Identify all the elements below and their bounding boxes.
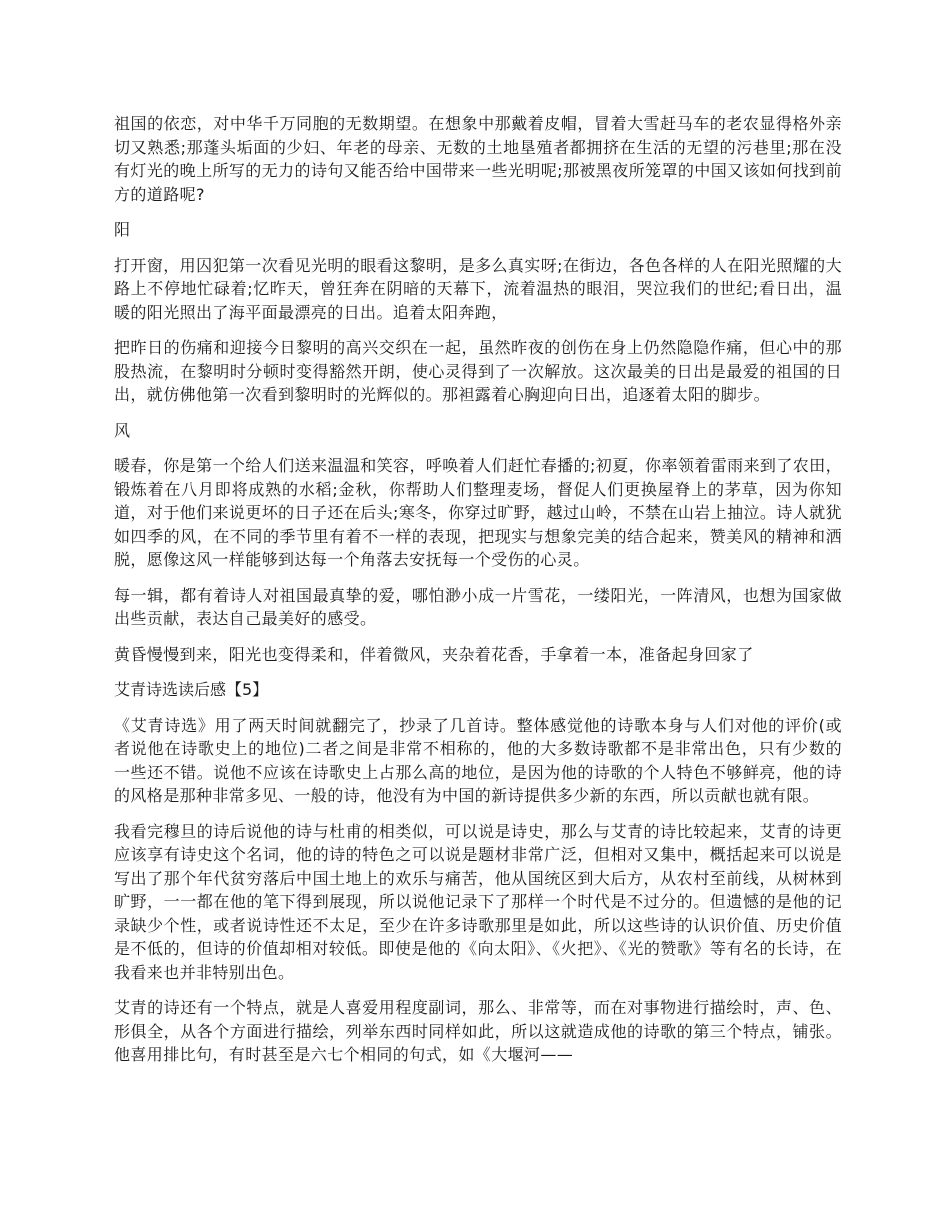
paragraph-review-2: 我看完穆旦的诗后说他的诗与杜甫的相类似，可以说是诗史，那么与艾青的诗比较起来，艾青的诗更应该享有诗史这个名词，他的诗的特色之可以说是题材非常广泛，但相对又集中，概括起来可以说是写出了那个年代贫穷落后中国土地上的欢乐与痛苦，他从国统区到大后方，从农村至前线，从树林到旷野，一一都在他的笔下得到展现，所以说他记录下了那样一个时代是不过分的。但遗憾的是他的记录缺少个性，或者说诗性还不太足，至少在许多诗歌那里是如此，所以这些诗的认识价值、历史价值是不低的，但诗的价值却相对较低。即使是他的《向太阳》、《火把》、《光的赞歌》等有名的长诗，在我看来也并非特别出色。 (114, 821, 842, 982)
paragraph-wind-2: 每一辑，都有着诗人对祖国最真挚的爱，哪怕渺小成一片雪花，一缕阳光，一阵清风，也想为国家做出些贡献，表达自己最美好的感受。 (114, 585, 842, 628)
paragraph-sun-2: 把昨日的伤痛和迎接今日黎明的高兴交织在一起，虽然昨夜的创伤在身上仍然隐隐作痛，但心中的那股热流，在黎明时分顿时变得豁然开朗，使心灵得到了一次解放。这次最美的日出是最爱的祖国的日出，就仿佛他第一次看到黎明时的光辉似的。那袒露着心胸迎向日出，追逐着太阳的脚步。 (114, 338, 842, 404)
section-heading-sun: 阳 (114, 220, 131, 239)
section-heading-wind: 风 (114, 420, 131, 440)
paragraph-sun-1: 打开窗，用囚犯第一次看见光明的眼看这黎明，是多么真实呀;在街边，各色各样的人在阳光照耀的大路上不停地忙碌着;忆昨天，曾狂奔在阴暗的天幕下，流着温热的眼泪，哭泣我们的世纪;看日出，温暖的阳光照出了海平面最漂亮的日出。追着太阳奔跑， (114, 255, 842, 322)
paragraph-review-3: 艾青的诗还有一个特点，就是人喜爱用程度副词，那么、非常等，而在对事物进行描绘时，声、色、形俱全，从各个方面进行描绘，列举东西时同样如此，所以这就造成他的诗歌的第三个特点，铺张。他喜用排比句，有时甚至是六七个相同的句式，如《大堰河—— (114, 998, 842, 1064)
section-heading-review-5: 艾青诗选读后感【5】 (114, 680, 269, 699)
paragraph-wind-1: 暖春，你是第一个给人们送来温温和笑容，呼唤着人们赶忙春播的;初夏，你率领着雷雨来到了农田，锻炼着在八月即将成熟的水稻;金秋，你帮助人们整理麦场，督促人们更换屋脊上的茅草，因为你知道，对于他们来说更坏的日子还在后头;寒冬，你穿过旷野，越过山岭，不禁在山岩上抽泣。诗人就犹如四季的风，在不同的季节里有着不一样的表现，把现实与想象完美的结合起来，赞美风的精神和洒脱，愿像这风一样能够到达每一个角落去安抚每一个受伤的心灵。 (114, 456, 842, 569)
paragraph-intro-continuation: 祖国的依恋，对中华千万同胞的无数期望。在想象中那戴着皮帽，冒着大雪赶马车的老农显得格外亲切又熟悉;那蓬头垢面的少妇、年老的母亲、无数的土地垦殖者都拥挤在生活的无望的污巷里;那在没有灯光的晚上所写的无力的诗句又能否给中国带来一些光明呢;那被黑夜所笼罩的中国又该如何找到前方的道路呢? (114, 114, 842, 204)
paragraph-dusk: 黄昏慢慢到来，阳光也变得柔和，伴着微风，夹杂着花香，手拿着一本，准备起身回家了 (114, 644, 754, 664)
paragraph-review-1: 《艾青诗选》用了两天时间就翻完了，抄录了几首诗。整体感觉他的诗歌本身与人们对他的评价(或者说他在诗歌史上的地位)二者之间是非常不相称的，他的大多数诗歌都不是非常出色，只有少数的一些还不错。说他不应该在诗歌史上占那么高的地位，是因为他的诗歌的个人特色不够鲜亮，他的诗的风格是那种非常多见、一般的诗，他没有为中国的新诗提供多少新的东西，所以贡献也就有限。 (114, 715, 842, 805)
document-body (114, 112, 842, 1079)
